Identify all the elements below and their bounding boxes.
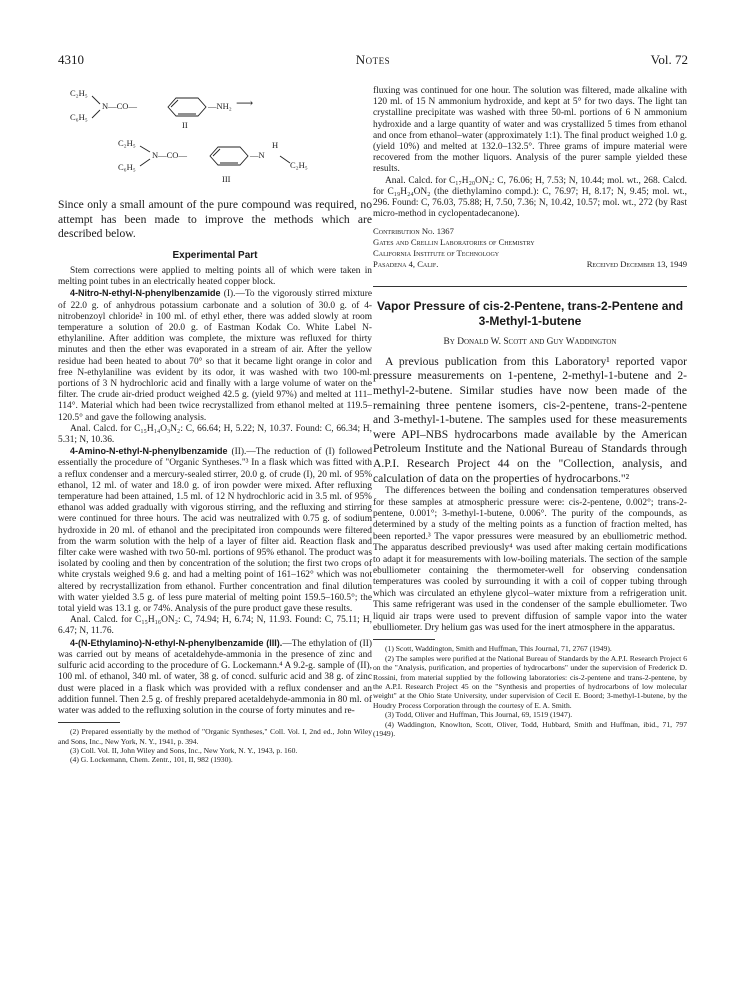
ethyl-group: C₂H₅ [290,160,308,170]
article-intro: A previous publication from this Laboratory¹ reported vapor pressure measurements on 1-pentene, 2-methyl-1-butene and 2-methyl-2-butene. Similar studies have now been made of the remaining three pentene isomers, cis-2-pentene, trans-2-pentene and 3-methyl-1-butene. The samples used for these measurements were API–NBS hydrocarbons made available by the American Petroleum Institute and the National Bureau of Standards through A.P.I. Research Project 44 on the "Collection, analysis, and calculation of data on the properties of hydrocarbons."² [373,354,687,485]
procedure-text: —To the vigorously stirred mixture of 22.0 g. of anhydrous potassium carbonate and a solution of 30.0 g. of 4-nitrobenzoyl chloride² in 100 ml. of ethyl ether, there was added slowly at room temperature a solution of 20.0 g. of Eastman Kodak Co. White Label N-ethylaniline. After addition was complete, the mixture was refluxed for thirty minutes and then the ether was evaporated in a stream of air. After the yellow residue had been heated to about 70° so that it became light orange in color and free N-ethylaniline was evident by its odor, it was washed with two 100-ml. portions of 3 N hydrochloric acid and finally with a large volume of water on the filter. The crude air-dried product weighed 42.5 g. (yield 97%) and melted at 111–114°. Material which had been twice recrystallized from ethanol melted at 119.5–120.5° and gave the following analysis. [58,289,373,423]
footnote: (4) Waddington, Knowlton, Scott, Oliver, Todd, Hubbard, Smith and Huffman, ibid., 71, 797 (1949). [373,719,687,739]
body-paragraph: The differences between the boiling and condensation temperatures observed for these samples at atmospheric pressure were: cis-2-pentene, 0.002°; trans-2-pentene, 0.001°; 3-methyl-1-butene, 0.006°. The purity of the compounds, as determined by a study of the melting points as a function of fraction melted, has been reported.³ The vapor pressures were measured by an ebulliometric method. The apparatus described previously⁴ was used after making certain modifications to adapt it for measurements with low-boiling materials. The section of the sample ebulliometer containing the thermometer-well for observing condensation temperatures was cooled by surrounding it with a coil of copper tubing through which was circulated an ethylene glycol–water mixture from a refrigeration unit. This same refrigerant was used in the condenser of the sample ebulliometer. Two liquid air traps were used to prevent diffusion of sample vapor into the water ebulliometer. Dry helium gas was used for the inert atmosphere in the apparatus. [373,486,687,634]
footnote-rule [373,639,435,640]
volume-number: Vol. 72 [650,52,688,67]
footnote: (1) Scott, Waddington, Smith and Huffman, This Journal, 71, 2767 (1949). [385,644,612,654]
footnote: (4) G. Lockemann, Chem. Zentr., 101, II, 982 (1930). [70,755,233,765]
compound-number: (II). [231,447,247,458]
journal-section: Notes [355,52,391,67]
amino-group: —NH₂ [208,101,232,111]
compound-name: 4-Amino-N-ethyl-N-phenylbenzamide [70,446,228,457]
footnote: (2) Prepared essentially by the method of "Organic Syntheses," Coll. Vol. I, 2nd ed., John Wiley and Sons, Inc., New York, N. Y., 1941, p. 394. [58,727,372,746]
compound-paragraph [58,446,372,615]
analysis-line: Anal. Calcd. for C₁₅H₁₆ON₂: C, 74.94; H, 6.74; N, 11.93. Found: C, 75.11; H, 6.47; N, 11.76. [58,615,372,637]
procedure-text: —The ethylation of (II) was carried out by means of acetaldehyde-ammonia in the presence of zinc and sulfuric acid according to the procedure of G. Lockemann.⁴ A 9.2-g. sample of (II), 100 ml. of ethanol, 340 ml. of water, 38 g. of concd. sulfuric acid and 38 g. of zinc dust were placed in a flask which was provided with a reflux condenser and an addition funnel. Then 2.5 g. of freshly prepared acetaldehyde-ammonia in 80 ml. of water was added to the refluxing solution in the course of forty minutes and re- [58,638,372,716]
article-separator [373,286,687,287]
contribution-block [373,226,687,269]
intro-paragraph: Since only a small amount of the pure compound was required, no attempt has been made to improve the methods which are described below. [58,198,372,241]
footnote-rule [58,722,120,723]
analysis-line: Anal. Calcd. for C₁₇H₂₀ON₂: C, 76.06; H, 7.53; N, 10.44; mol. wt., 268. Calcd. for C₁₉H₂₄ON₂ (the diethylamino compd.): C, 76.97; H, 8.17; N, 9.45; mol. wt., 296. Found: C, 76.03, 75.88; H, 7.50, 7.36; N, 10.42, 10.57; mol. wt., 272 (by Rast micro-method in cyclopentadecanone). [373,175,687,220]
page-number: 4310 [58,52,84,67]
compound-name: 4-Nitro-N-ethyl-N-phenylbenzamide [70,288,221,299]
byline: By Donald W. Scott and Guy Waddington [443,336,617,347]
right-column [373,86,687,739]
compound-label-iii: III [222,174,231,184]
body-paragraph: Stem corrections were applied to melting points all of which were taken in melting point tubes in an electrically heated copper block. [58,265,372,288]
ethyl-group: C₂H₅ [118,138,136,148]
body-paragraph: fluxing was continued for one hour. The solution was filtered, made alkaline with 120 ml. of 15 N ammonium hydroxide, and kept at 5° for two days. The light tan crystalline precipitate was washed with three 50-ml. portions of 6 N ammonium hydroxide and a large quantity of water and was crystallized 5 times from ethanol and once from ethanol–water (approximately 1:1). The final product weighed 1.0 g. (yield 10%) and melted at 132.0–132.5°. Three grams of impure material were recovered from the mother liquors. Analysis of the purer sample yielded these results. [373,86,687,175]
city: Pasadena 4, Calif. [373,258,439,269]
compound-number: (I). [223,289,236,300]
chemical-structures [58,86,372,198]
footnote: (3) Coll. Vol. II, John Wiley and Sons, Inc., New York, N. Y., 1943, p. 160. [70,745,298,755]
institution-name: California Institute of Technology [373,248,500,259]
page-header [58,52,688,70]
phenyl-group: C₆H₅ [118,162,136,172]
ethylamino-h: H [272,140,279,150]
received-date: Received December 13, 1949 [586,258,687,269]
analysis-line: Anal. Calcd. for C₁₅H₁₄O₃N₂: C, 66.64; H, 5.22; N, 10.37. Found: C, 66.34; H, 5.31; N, 10.36. [58,423,372,446]
compound-label-ii: II [182,120,188,130]
ethylamino-n: —N [250,150,265,160]
footnote: (3) Todd, Oliver and Huffman, This Journal, 69, 1519 (1947). [385,710,573,720]
procedure-text: —The reduction of (I) followed essentially the procedure of "Organic Syntheses."³ In a flask which was fitted with a reflux condenser and a mercury-sealed stirrer, 20.0 g. of crude (I), 20 ml. of 95% ethanol, 12 ml. of water and 18.0 g. of iron powder were mixed. After refluxing temperature had been attained, 1.5 ml. of 12 N hydrochloric acid in 3.5 ml. of 95% ethanol was added gradually with vigorous stirring, and the refluxing and stirring were continued for three hours. The acid was neutralized with 0.75 g. of sodium hydroxide in 20 ml. of ethanol and the precipitated iron compounds were filtered from the warm solution with the help of a layer of filter aid. Reaction flask and filter cake were washed with two 50-ml. portions of 95% ethanol. The product was isolated by cooling and then by concentration of the solution; the first two crops of white crystals weighed 9.6 g. and had a melting point of 161–162° which was not altered by recrystallization from ethanol. Further concentration and final dilution with water yielded 3.5 g. of less pure material of melting point 159.5–160.5°; the total yield was 13.1 g. or 74%. Analysis of the pure product gave these results. [58,447,373,615]
footnote: (2) The samples were purified at the National Bureau of Standards by the A.P.I. Research Project 6 on the "Analysis, purification, and properties of hydrocarbons" under the supervision of Frederick D. Rossini, from material supplied by the following laboratories: cis-2-pentene and trans-2-pentene, by the A.P.I. Research Project 45 on the "Synthesis and properties of hydrocarbons of low molecular weight" at the Ohio State University, under supervision of Cecil E. Boord; 3-methyl-1-butene, by the Houdry Process Corporation through the courtesy of E. A. Smith. [373,653,687,710]
compound-paragraph [58,288,372,423]
compound-name: 4-(N-Ethylamino)-N-ethyl-N-phenylbenzamide (III). [70,637,283,648]
amide-link: N—CO— [102,101,137,111]
footnotes [373,644,687,738]
article-title: Vapor Pressure of cis-2-Pentene, trans-2-Pentene and 3-Methyl-1-butene [376,298,684,328]
contribution-number: Contribution No. 1367 [373,226,454,237]
compound-paragraph [58,638,372,717]
lab-name: Gates and Crellin Laboratories of Chemistry [373,237,535,248]
left-column [58,86,372,765]
section-heading: Experimental Part [172,249,258,261]
ethyl-group: C₂H₅ [70,88,88,98]
reaction-arrow: ⟶ [236,96,254,110]
phenyl-group: C₆H₅ [70,112,88,122]
amide-link: N—CO— [152,150,187,160]
footnotes [58,727,372,765]
